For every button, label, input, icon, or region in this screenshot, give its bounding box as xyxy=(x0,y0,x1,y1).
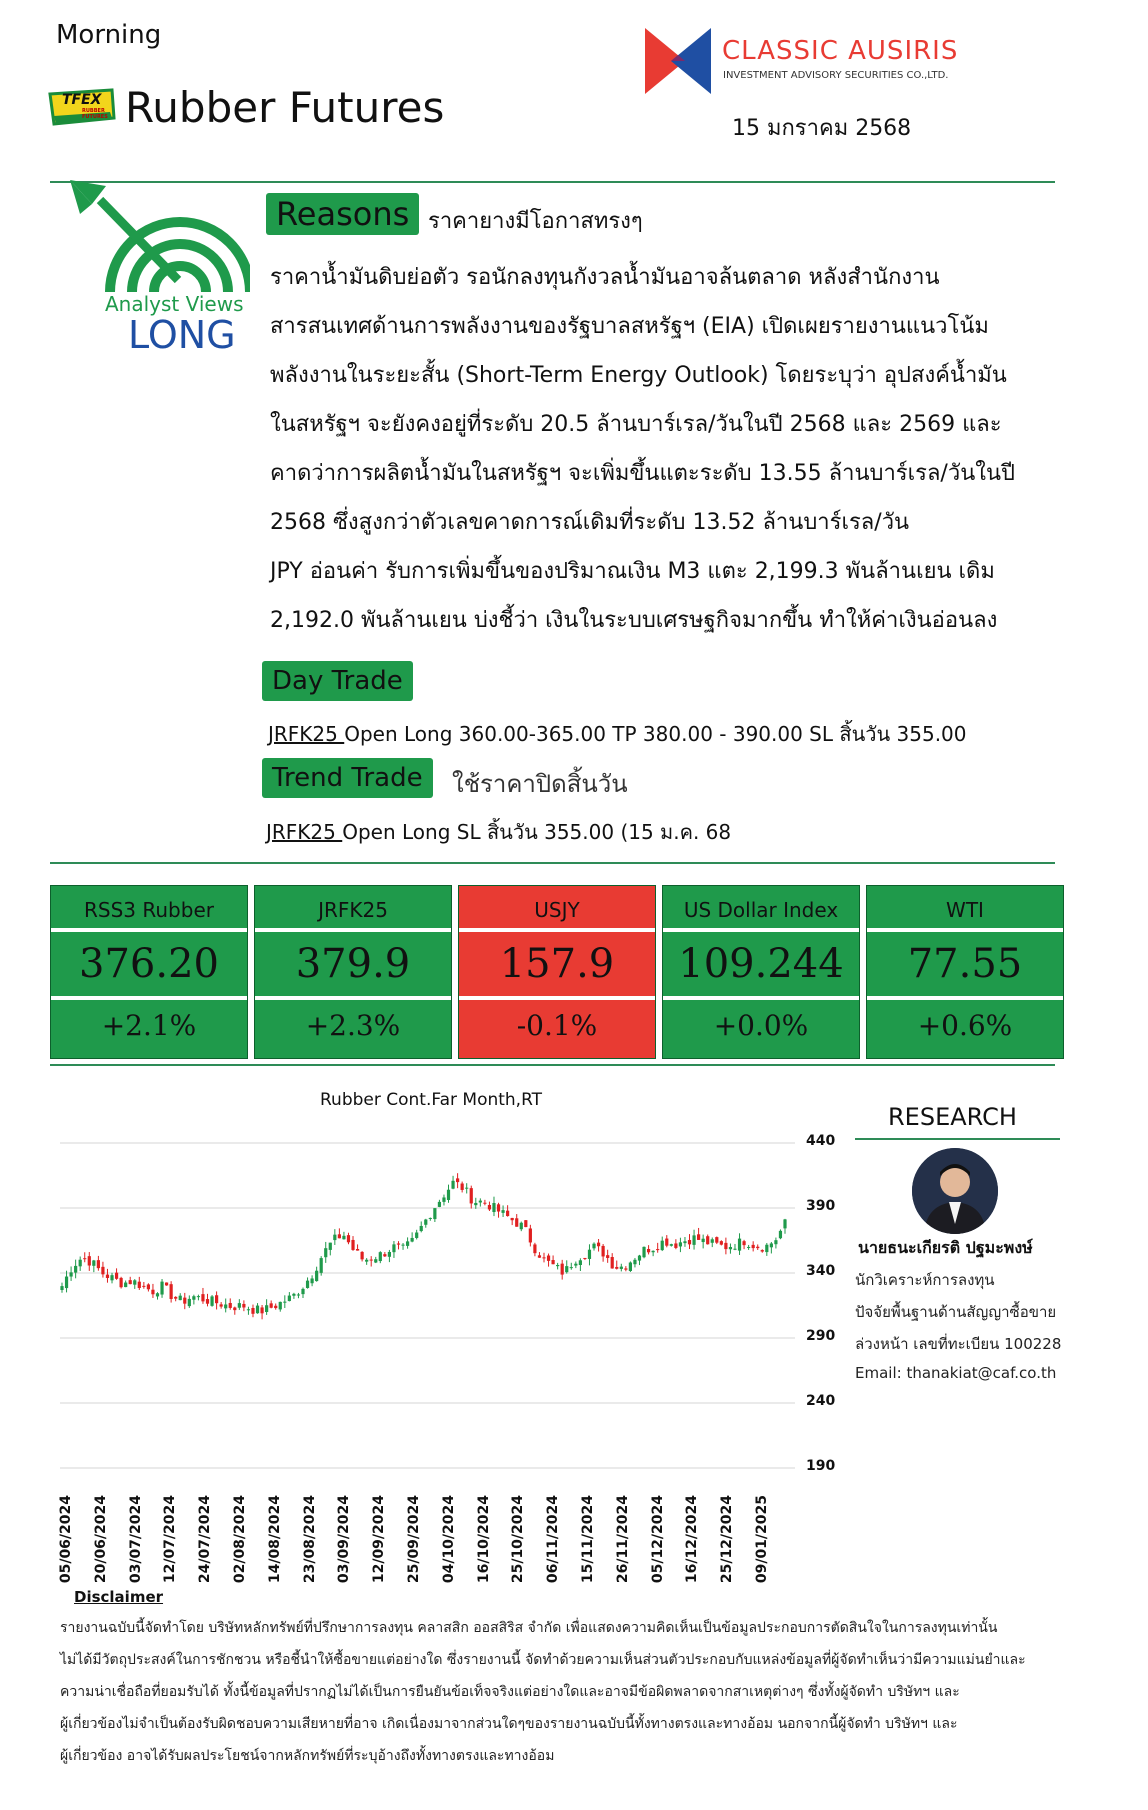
day-trade-text: Open Long 360.00-365.00 TP 380.00 - 390.00 SL สิ้นวัน 355.00 xyxy=(344,722,967,746)
candle-body xyxy=(324,1248,327,1257)
candle-body xyxy=(279,1302,282,1310)
candle-body xyxy=(92,1260,95,1265)
ticker-change: +2.3% xyxy=(305,1009,401,1042)
trend-trade-note: ใช้ราคาปิดสิ้นวัน xyxy=(452,770,628,798)
candle-body xyxy=(520,1223,523,1230)
candle-body xyxy=(224,1304,227,1308)
ticker-name: RSS3 Rubber xyxy=(51,892,247,932)
candle-body xyxy=(206,1299,209,1304)
y-tick-label: 240 xyxy=(806,1393,836,1409)
candle-body xyxy=(247,1309,250,1310)
candle-body xyxy=(761,1250,764,1251)
x-tick-label: 23/08/2024 xyxy=(301,1495,318,1584)
candle-body xyxy=(83,1258,86,1259)
tfex-badge-text: TFEX xyxy=(62,92,102,108)
ticker-value: 379.9 xyxy=(255,932,451,1000)
candle-body xyxy=(170,1284,173,1299)
x-tick-label: 15/11/2024 xyxy=(580,1495,596,1584)
candle-body xyxy=(779,1231,782,1238)
candle-body xyxy=(679,1242,682,1246)
x-tick-label: 16/10/2024 xyxy=(475,1495,492,1584)
candle-body xyxy=(183,1298,186,1304)
candle-body xyxy=(420,1226,423,1231)
candle-body xyxy=(256,1306,259,1314)
candle-body xyxy=(483,1203,486,1204)
x-tick-label: 20/06/2024 xyxy=(92,1495,109,1584)
disclaimer-line: ความน่าเชื่อถือที่ยอมรับได้ ทั้งนี้ข้อมูลที่ปรากฏไม่ได้เป็นการยืนยันข้อเท็จจริงแต่อย่างใดและอาจมีข้อผิดพลาดจากสาเหตุต่างๆ ซึ่งทั้งผู้จัดทำ บริษัทฯ และ xyxy=(60,1684,960,1700)
tfex-badge-sub: RUBBER FUTURES xyxy=(82,108,108,120)
candle-body xyxy=(629,1263,632,1271)
candle-body xyxy=(120,1278,123,1287)
candle-body xyxy=(661,1241,664,1250)
candle-body xyxy=(374,1259,377,1262)
candle-body xyxy=(738,1239,741,1251)
ticker-divider xyxy=(50,1064,1055,1066)
candle-body xyxy=(370,1260,373,1261)
candle-body xyxy=(433,1208,436,1219)
candle-body xyxy=(251,1308,254,1314)
candle-body xyxy=(342,1236,345,1239)
ticker-name: US Dollar Index xyxy=(663,892,859,932)
day-trade-symbol: JRFK25 xyxy=(268,722,345,746)
disclaimer-title: Disclaimer xyxy=(74,1588,164,1606)
x-tick-label: 03/09/2024 xyxy=(336,1495,353,1584)
candle-body xyxy=(142,1286,145,1287)
x-tick-label: 02/08/2024 xyxy=(232,1495,248,1584)
candle-body xyxy=(515,1218,518,1226)
candle-body xyxy=(588,1250,591,1259)
reason-line: คาดว่าการผลิตน้ำมันในสหรัฐฯ จะเพิ่มขึ้นแตะระดับ 13.55 ล้านบาร์เรล/วันในปี xyxy=(270,461,1015,486)
research-divider xyxy=(855,1138,1060,1140)
candle-body xyxy=(124,1283,127,1288)
candle-body xyxy=(411,1238,414,1242)
candle-body xyxy=(406,1241,409,1246)
analyst-email[interactable]: Email: thanakiat@caf.co.th xyxy=(855,1364,1057,1382)
candle-body xyxy=(574,1264,577,1266)
candle-body xyxy=(783,1219,786,1228)
page-title: Rubber Futures xyxy=(125,83,445,132)
reasons-label: Reasons xyxy=(266,193,419,235)
tfex-logo xyxy=(48,88,116,128)
candle-body xyxy=(238,1303,241,1308)
candle-body xyxy=(697,1234,700,1240)
candle-body xyxy=(756,1247,759,1248)
candle-body xyxy=(260,1307,263,1313)
x-tick-label: 05/06/2024 xyxy=(58,1495,74,1584)
x-tick-label: 25/12/2024 xyxy=(719,1495,736,1584)
report-date: 15 มกราคม 2568 xyxy=(732,116,912,141)
candle-body xyxy=(233,1307,236,1310)
candle-body xyxy=(156,1293,159,1296)
candle-body xyxy=(424,1220,427,1225)
candle-body xyxy=(197,1296,200,1297)
candle-body xyxy=(138,1282,141,1288)
candle-body xyxy=(474,1203,477,1205)
candle-body xyxy=(506,1211,509,1216)
y-tick-label: 390 xyxy=(806,1198,836,1214)
candle-body xyxy=(320,1258,323,1273)
candle-body xyxy=(692,1235,695,1244)
disclaimer-line: ไม่ได้มีวัตถุประสงค์ในการชักชวน หรือชี้นำให้ซื้อขายแต่อย่างใด ซึ่งรายงานนี้ จัดทำด้วยความเห็นส่วนตัวประกอบกับแหล่งข้อมูลที่ผู้จัดทำเห็นว่ามีความแม่นยำและ xyxy=(60,1652,1026,1668)
candle-body xyxy=(470,1188,473,1203)
candle-body xyxy=(492,1203,495,1212)
y-tick-label: 290 xyxy=(806,1328,836,1344)
candle-body xyxy=(770,1243,773,1247)
candle-body xyxy=(220,1304,223,1306)
candle-body xyxy=(115,1273,118,1279)
candle-body xyxy=(292,1294,295,1296)
candle-body xyxy=(615,1267,618,1269)
x-tick-label: 09/01/2025 xyxy=(754,1495,770,1584)
candle-body xyxy=(192,1296,195,1299)
candle-body xyxy=(274,1306,277,1308)
ticker-name: USJY xyxy=(459,892,655,932)
candle-body xyxy=(511,1218,514,1220)
candle-body xyxy=(356,1249,359,1251)
candle-body xyxy=(524,1220,527,1227)
ticker-value: 109.244 xyxy=(663,932,859,1000)
candle-body xyxy=(383,1254,386,1256)
candle-body xyxy=(538,1255,541,1257)
candle-body xyxy=(179,1296,182,1300)
day-trade-line xyxy=(268,718,967,750)
candle-body xyxy=(442,1197,445,1201)
ticker-value: 77.55 xyxy=(867,932,1063,1000)
trend-trade-line xyxy=(266,816,731,848)
candle-body xyxy=(647,1249,650,1252)
candle-body xyxy=(361,1252,364,1259)
candle-body xyxy=(724,1243,727,1249)
reason-line: พลังงานในระยะสั้น (Short-Term Energy Outlook) โดยระบุว่า อุปสงค์น้ำมัน xyxy=(270,363,1007,388)
trend-trade-symbol: JRFK25 xyxy=(266,820,343,844)
candle-body xyxy=(306,1281,309,1288)
candle-body xyxy=(133,1280,136,1284)
candle-body xyxy=(315,1271,318,1281)
chart-title: Rubber Cont.Far Month,RT xyxy=(320,1090,543,1110)
candle-body xyxy=(165,1283,168,1286)
candle-body xyxy=(597,1243,600,1247)
candle-body xyxy=(65,1277,68,1289)
candle-body xyxy=(210,1296,213,1305)
candle-body xyxy=(747,1247,750,1248)
section-divider xyxy=(50,862,1055,864)
x-tick-label: 25/10/2024 xyxy=(510,1495,527,1584)
candle-body xyxy=(401,1245,404,1246)
ticker-change: +2.1% xyxy=(101,1009,197,1042)
candle-body xyxy=(579,1260,582,1265)
candle-body xyxy=(706,1236,709,1244)
candle-body xyxy=(711,1239,714,1242)
ticker-wti xyxy=(866,885,1064,1059)
candle-body xyxy=(283,1302,286,1303)
candle-body xyxy=(720,1241,723,1245)
candle-body xyxy=(174,1297,177,1299)
candle-body xyxy=(97,1260,100,1268)
reason-line: JPY อ่อนค่า รับการเพิ่มขึ้นของปริมาณเงิน M3 แตะ 2,199.3 พันล้านเยน เดิม xyxy=(270,559,995,584)
candle-body xyxy=(729,1247,732,1249)
candle-body xyxy=(670,1244,673,1246)
ticker-rss3 xyxy=(50,885,248,1059)
research-title: RESEARCH xyxy=(888,1103,1017,1131)
candle-body xyxy=(765,1245,768,1252)
candle-body xyxy=(638,1256,641,1261)
candle-body xyxy=(215,1295,218,1303)
candle-body xyxy=(79,1260,82,1267)
brand-logo xyxy=(645,28,711,94)
candle-body xyxy=(611,1257,614,1268)
candle-body xyxy=(438,1202,441,1207)
candle-body xyxy=(501,1210,504,1213)
candle-body xyxy=(561,1264,564,1275)
candle-body xyxy=(429,1218,432,1219)
candle-body xyxy=(129,1280,132,1284)
candle-body xyxy=(415,1233,418,1238)
candle-body xyxy=(329,1243,332,1250)
analyst-name: นายธนะเกียรติ ปฐมะพงษ์ xyxy=(858,1238,1033,1257)
reasons-headline: ราคายางมีโอกาสทรงๆ xyxy=(428,209,643,234)
ticker-usjy xyxy=(458,885,656,1059)
candle-body xyxy=(606,1255,609,1258)
candle-body xyxy=(652,1251,655,1252)
trend-trade-text: Open Long SL สิ้นวัน 355.00 (15 ม.ค. 68 xyxy=(342,820,732,844)
candle-body xyxy=(583,1258,586,1259)
candle-body xyxy=(110,1275,113,1280)
candle-body xyxy=(242,1304,245,1308)
x-tick-label: 14/08/2024 xyxy=(266,1495,283,1584)
disclaimer-line: ผู้เกี่ยวข้องไม่จำเป็นต้องรับผิดชอบความเสียหายที่อาจ เกิดเนื่องมาจากส่วนใดๆของรายงานฉบับนี้ทั้งทางตรงและทางอ้อม นอกจากนี้ผู้จัดทำ บริษัทฯ และ xyxy=(60,1716,958,1732)
candle-body xyxy=(60,1286,63,1290)
candle-body xyxy=(106,1275,109,1278)
candle-body xyxy=(715,1237,718,1243)
candle-body xyxy=(456,1178,459,1182)
candle-body xyxy=(351,1240,354,1250)
candle-body xyxy=(310,1278,313,1283)
candle-body xyxy=(529,1228,532,1242)
session-label: Morning xyxy=(56,20,162,50)
analyst-views-label: Analyst Views xyxy=(105,292,244,316)
candle-body xyxy=(147,1284,150,1289)
candle-body xyxy=(592,1244,595,1249)
candle-body xyxy=(556,1265,559,1266)
ticker-change: +0.6% xyxy=(917,1009,1013,1042)
candle-body xyxy=(479,1201,482,1203)
reason-line: 2,192.0 พันล้านเยน บ่งชี้ว่า เงินในระบบเศรษฐกิจมากขึ้น ทำให้ค่าเงินอ่อนลง xyxy=(270,608,998,633)
candle-body xyxy=(160,1282,163,1295)
x-tick-label: 26/11/2024 xyxy=(614,1495,631,1584)
candle-body xyxy=(602,1246,605,1257)
candle-body xyxy=(656,1249,659,1250)
reason-line: ในสหรัฐฯ จะยังคงอยู่ที่ระดับ 20.5 ล้านบาร์เรล/วันในปี 2568 และ 2569 และ xyxy=(270,412,1002,437)
y-tick-label: 440 xyxy=(806,1133,836,1149)
ticker-dollar-index xyxy=(662,885,860,1059)
candle-body xyxy=(620,1267,623,1269)
candle-body xyxy=(674,1243,677,1248)
x-tick-label: 16/12/2024 xyxy=(684,1495,701,1584)
candle-body xyxy=(288,1296,291,1301)
target-dart-icon xyxy=(70,180,250,295)
reason-line: ราคาน้ำมันดิบย่อตัว รอนักลงทุนกังวลน้ำมันอาจล้นตลาด หลังสำนักงาน xyxy=(270,265,940,290)
candle-body xyxy=(229,1303,232,1308)
candle-body xyxy=(74,1266,77,1273)
y-tick-label: 340 xyxy=(806,1263,836,1279)
candle-body xyxy=(270,1303,273,1307)
disclaimer-line: ผู้เกี่ยวข้อง อาจได้รับผลประโยชน์จากหลักทรัพย์ที่ระบุอ้างถึงทั้งทางตรงและทางอ้อม xyxy=(60,1748,555,1764)
candle-body xyxy=(547,1256,550,1261)
candle-body xyxy=(642,1247,645,1257)
candle-body xyxy=(533,1244,536,1253)
ticker-value: 157.9 xyxy=(459,932,655,1000)
x-tick-label: 12/09/2024 xyxy=(371,1495,388,1584)
candle-body xyxy=(365,1260,368,1262)
day-trade-label: Day Trade xyxy=(262,661,413,701)
candle-body xyxy=(392,1244,395,1252)
candle-body xyxy=(683,1241,686,1243)
brand-subtitle: INVESTMENT ADVISORY SECURITIES CO.,LTD. xyxy=(723,70,949,81)
candle-body xyxy=(447,1190,450,1200)
candle-body xyxy=(488,1205,491,1209)
candle-body xyxy=(338,1234,341,1238)
candle-body xyxy=(565,1266,568,1272)
candle-body xyxy=(201,1294,204,1301)
analyst-role: นักวิเคราะห์การลงทุน xyxy=(855,1271,995,1289)
candle-body xyxy=(465,1188,468,1189)
analyst-license: ปัจจัยพื้นฐานด้านสัญญาซื้อขาย xyxy=(855,1303,1057,1321)
candle-body xyxy=(88,1256,91,1265)
ticker-change: +0.0% xyxy=(713,1009,809,1042)
candle-body xyxy=(688,1240,691,1244)
analyst-license: ล่วงหน้า เลขที่ทะเบียน 100228 xyxy=(855,1335,1062,1353)
x-tick-label: 24/07/2024 xyxy=(197,1495,214,1584)
trend-trade-label: Trend Trade xyxy=(262,758,433,798)
candle-body xyxy=(733,1249,736,1250)
candle-body xyxy=(297,1294,300,1295)
y-tick-label: 190 xyxy=(806,1458,836,1474)
disclaimer-line: รายงานฉบับนี้จัดทำโดย บริษัทหลักทรัพย์ที่ปรึกษาการลงทุน คลาสสิก ออสสิริส จำกัด เพื่อแสดงความคิดเห็นเป็นข้อมูลประกอบการตัดสินใจในการลงทุนเท่านั้น xyxy=(60,1620,998,1636)
candle-body xyxy=(265,1305,268,1312)
candle-body xyxy=(451,1181,454,1189)
candle-body xyxy=(379,1252,382,1261)
candle-body xyxy=(397,1243,400,1244)
candle-body xyxy=(461,1184,464,1190)
candle-body xyxy=(742,1241,745,1245)
x-tick-label: 25/09/2024 xyxy=(406,1495,422,1584)
x-tick-label: 03/07/2024 xyxy=(127,1495,144,1584)
candle-body xyxy=(665,1239,668,1246)
analyst-view-value: LONG xyxy=(128,313,236,357)
analyst-avatar xyxy=(912,1148,998,1234)
ticker-value: 376.20 xyxy=(51,932,247,1000)
candle-body xyxy=(347,1235,350,1242)
x-tick-label: 05/12/2024 xyxy=(649,1495,666,1584)
candle-body xyxy=(774,1240,777,1244)
ticker-change: -0.1% xyxy=(516,1009,598,1042)
candle-body xyxy=(542,1257,545,1258)
candle-body xyxy=(151,1290,154,1295)
candle-body xyxy=(69,1272,72,1276)
reason-line: สารสนเทศด้านการพลังงานของรัฐบาลสหรัฐฯ (EIA) เปิดเผยรายงานแนวโน้ม xyxy=(270,314,989,339)
price-chart xyxy=(50,1130,840,1490)
candle-body xyxy=(752,1245,755,1248)
x-tick-label: 06/11/2024 xyxy=(545,1495,562,1584)
candle-body xyxy=(624,1268,627,1269)
candle-body xyxy=(301,1289,304,1294)
candle-body xyxy=(333,1235,336,1240)
brand-name: CLASSIC AUSIRIS xyxy=(722,36,959,66)
x-tick-label: 12/07/2024 xyxy=(162,1495,179,1584)
candle-body xyxy=(551,1260,554,1264)
candle-body xyxy=(101,1267,104,1274)
ticker-jrfk25 xyxy=(254,885,452,1059)
ticker-name: JRFK25 xyxy=(255,892,451,932)
ticker-name: WTI xyxy=(867,892,1063,932)
candle-body xyxy=(388,1252,391,1257)
candle-body xyxy=(702,1239,705,1242)
candle-body xyxy=(188,1299,191,1306)
x-tick-label: 04/10/2024 xyxy=(440,1495,457,1584)
reason-line: 2568 ซึ่งสูงกว่าตัวเลขคาดการณ์เดิมที่ระดับ 13.52 ล้านบาร์เรล/วัน xyxy=(270,510,910,535)
candle-body xyxy=(633,1260,636,1264)
candle-body xyxy=(497,1204,500,1211)
candle-body xyxy=(570,1267,573,1268)
